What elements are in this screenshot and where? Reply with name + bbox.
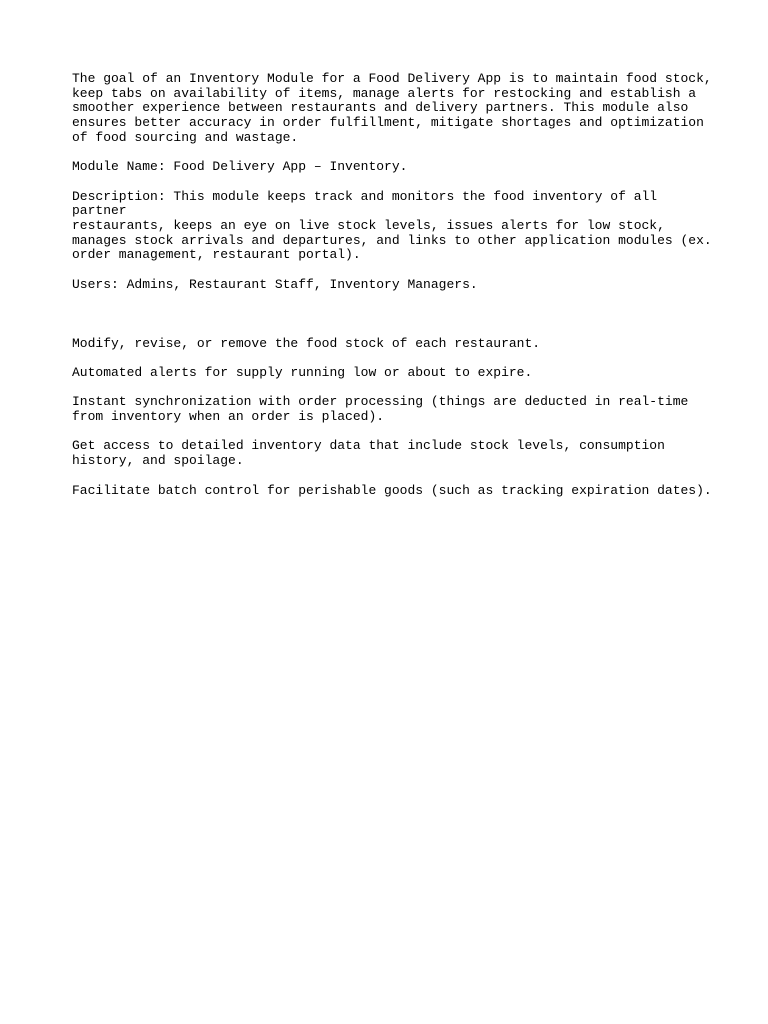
document-page — [72, 72, 712, 513]
module-name-paragraph: Module Name: Food Delivery App – Inventory. — [72, 159, 408, 175]
feature-item: Automated alerts for supply running low or about to expire. — [72, 364, 533, 380]
users-paragraph: Users: Admins, Restaurant Staff, Inventory Managers. — [72, 276, 478, 292]
intro-paragraph: The goal of an Inventory Module for a Food Delivery App is to maintain food stock, keep tabs on availability of items, manage alerts for restocking and establish a smoother experience between restaurants and delivery partners. This module also ensures better accuracy in order fulfillment, mitigate shortages and optimization of food sourcing and wastage. — [72, 71, 712, 145]
feature-item: Modify, revise, or remove the food stock of each restaurant. — [72, 335, 541, 351]
feature-item: Instant synchronization with order processing (things are deducted in real-time from inventory when an order is placed). — [72, 394, 689, 425]
description-paragraph: Description: This module keeps track and monitors the food inventory of all partner restaurants, keeps an eye on live stock levels, issues alerts for low stock, manages stock arrivals and departures, and links to other application modules (ex. order management, restaurant portal). — [72, 188, 712, 263]
section-gap — [72, 307, 712, 336]
feature-item: Get access to detailed inventory data that include stock levels, consumption history, and spoilage. — [72, 438, 665, 469]
feature-item: Facilitate batch control for perishable goods (such as tracking expiration dates). — [72, 482, 712, 498]
